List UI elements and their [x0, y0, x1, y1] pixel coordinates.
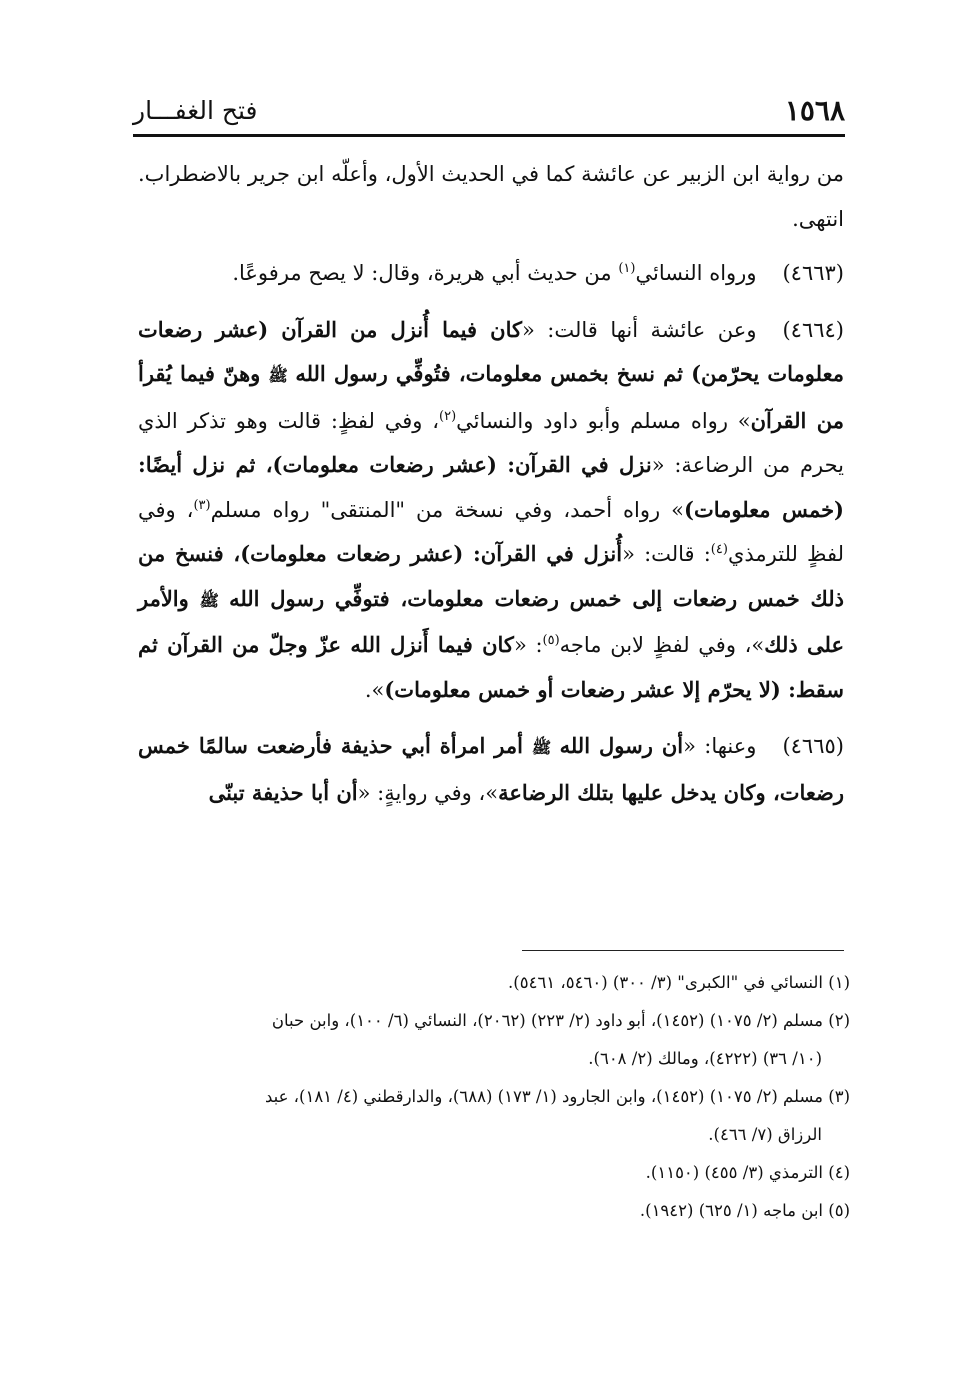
hadith-text-bold: نزل في القرآن: (عشر رضعات معلومات)، ثم نزل أيضًا: (خمس معلومات) [138, 452, 844, 522]
hadith-4664 [138, 308, 844, 713]
hadith-number: (٤٦٦٣) [782, 261, 844, 285]
footnote-2: (٢) مسلم (٢/ ١٠٧٥) (١٤٥٢)، أبو داود (٢/ ٢٢٣) (٢٠٦٢)، النسائي (٦/ ١٠٠)، وابن حبان [271, 1011, 850, 1030]
header-rule [133, 134, 845, 137]
footnote-ref-1: (١) [618, 261, 636, 276]
footnote-3: (٣) مسلم (٢/ ١٠٧٥) (١٤٥٢)، وابن الجارود (١/ ١٧٣) (٦٨٨)، والدارقطني (٤/ ١٨١)، عبد [264, 1087, 850, 1106]
salutation-glyph: ﷺ [531, 738, 552, 757]
salutation-glyph: ﷺ [199, 590, 219, 610]
footnote-3-continuation: الرزاق (٧/ ٤٦٦). [708, 1125, 822, 1144]
footnotes [138, 964, 850, 1230]
footnote-ref-5: (٥) [542, 633, 560, 648]
text-run: »، وفي روايةٍ: « [357, 780, 499, 805]
text-run: : « [513, 633, 543, 657]
paragraph-continuation: من رواية ابن الزبير عن عائشة كما في الحديث الأول، وأعلّه ابن جرير بالاضطراب. انتهى. [138, 162, 844, 231]
hadith-text-bold: أُنزل في القرآن: (عشر رضعات معلومات)، فنسخ من ذلك خمس رضعات إلى خمس رضعات معلومات، فتوفِّي رسول الله [138, 541, 845, 611]
footnote-2-continuation: (١٠/ ٣٦) (٤٢٢٢)، ومالك (٢/ ٦٠٨). [588, 1049, 822, 1068]
hadith-text-bold: والأمر على ذلك [138, 585, 844, 657]
running-title: فتح الغفـــار [133, 96, 258, 125]
text-run: وعنها: « [683, 734, 757, 758]
main-text [138, 152, 844, 827]
text-run: ، وفي لفظٍ للترمذي [138, 497, 844, 566]
footnote-4: (٤) الترمذي (٣/ ٤٥٥) (١١٥٠). [645, 1163, 850, 1182]
text-run: وعن عائشة أنها قالت: « [521, 317, 757, 342]
hadith-text-bold: أن رسول الله [559, 733, 684, 758]
footnote-1: (١) النسائي في "الكبرى" (٣/ ٣٠٠) (٥٤٦٠، ٥٤٦١). [508, 973, 850, 992]
text-run: ورواه النسائي [635, 261, 757, 285]
hadith-number: (٤٦٦٥) [782, 734, 844, 758]
text-run: ». [364, 677, 385, 702]
hadith-4665 [138, 724, 844, 815]
text-run: ، وفي لفظٍ: قالت وهو تذكر الذي يحرم من الرضاعة: « [138, 408, 845, 477]
text-run: »، وفي لفظٍ لابن ماجه [559, 633, 765, 657]
text-run: من حديث أبي هريرة، وقال: لا يصح مرفوعًا. [232, 261, 619, 285]
hadith-text-bold: كان فيما أَنزل الله عزّ وجلّ من القرآن ثم سقط: (لا يحرّم إلا عشر رضعات أو خمس معلومات) [138, 632, 844, 702]
salutation-glyph: ﷺ [268, 366, 288, 385]
hadith-text-bold: وهنّ فيما يُقرأ من القرآن [138, 361, 845, 433]
footnote-separator [522, 950, 844, 951]
hadith-text-bold: كان فيما أُنزل من القرآن (عشر رضعات معلومات يحرّمن) ثم نسخ بخمس معلومات، فتُوفِّي رسول الله [138, 316, 844, 386]
footnote-ref-3: (٣) [193, 497, 211, 513]
page-number: ١٥٦٨ [784, 94, 845, 127]
hadith-text-bold: أمر امرأة أبي حذيفة فأرضعت سالمًا خمس رضعات، وكان يدخل عليها بتلك الرضاعة [138, 733, 844, 805]
hadith-number: (٤٦٦٤) [782, 317, 844, 342]
text-run: : قالت: « [622, 542, 711, 566]
text-run: » رواه أحمد، وفي نسخة من "المنتقى" رواه مسلم [210, 497, 685, 522]
footnote-5: (٥) ابن ماجه (١/ ٦٢٥) (١٩٤٢). [639, 1201, 850, 1220]
hadith-text-bold: أن أبا حذيفة تبنّى [208, 779, 358, 805]
page-header [133, 92, 845, 134]
footnote-ref-4: (٤) [710, 542, 728, 557]
footnote-ref-2: (٢) [439, 408, 457, 424]
hadith-4663 [138, 251, 844, 296]
text-run: » رواه مسلم وأبو داود والنسائي [456, 408, 751, 433]
